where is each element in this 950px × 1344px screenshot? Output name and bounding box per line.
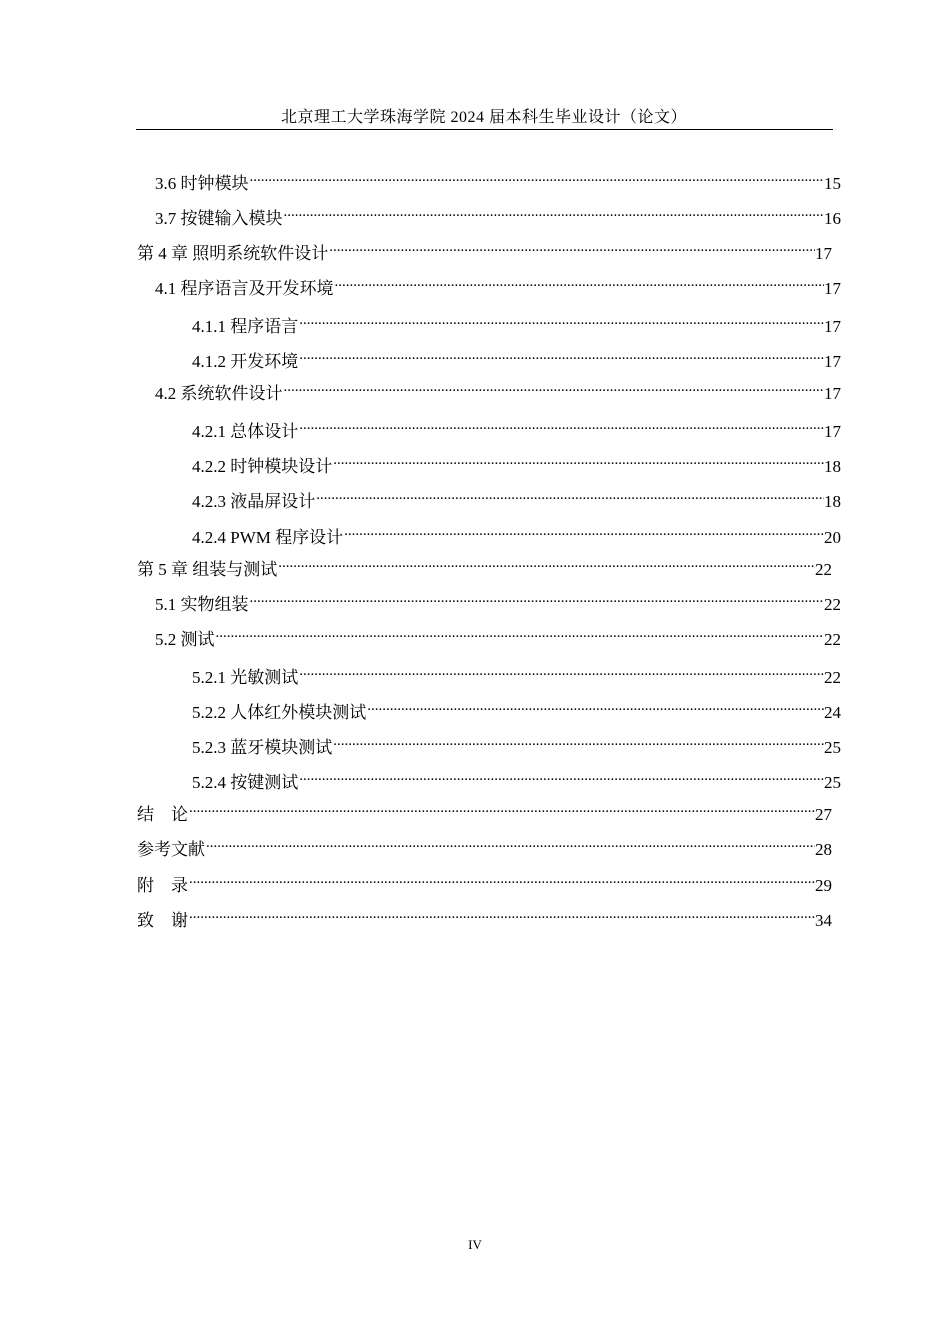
toc-entry-title: 4.1.2 开发环境 <box>192 352 299 371</box>
toc-entry-page: 34 <box>815 911 832 930</box>
toc-entry[interactable] <box>192 413 841 441</box>
toc-entry[interactable] <box>192 343 841 371</box>
toc-entry-title: 4.2.1 总体设计 <box>192 422 299 441</box>
toc-entry[interactable] <box>155 200 841 228</box>
toc-entry-title: 5.2.2 人体红外模块测试 <box>192 703 367 722</box>
toc-entry[interactable] <box>137 831 832 859</box>
toc-dot-leader <box>189 867 815 891</box>
toc-entry-title: 致 谢 <box>137 911 188 930</box>
toc-dot-leader <box>216 621 825 645</box>
toc-entry-title: 5.1 实物组装 <box>155 595 249 614</box>
toc-entry-page: 16 <box>824 209 841 228</box>
toc-entry-title: 3.6 时钟模块 <box>155 174 249 193</box>
toc-entry[interactable] <box>137 902 832 930</box>
toc-entry[interactable] <box>155 621 841 649</box>
toc-entry-page: 17 <box>824 422 841 441</box>
toc-dot-leader <box>284 200 825 224</box>
toc-dot-leader <box>284 375 825 399</box>
toc-entry-page: 18 <box>824 492 841 511</box>
toc-entry-title: 4.1.1 程序语言 <box>192 317 299 336</box>
toc-entry-title: 5.2 测试 <box>155 630 215 649</box>
toc-entry[interactable] <box>155 375 841 403</box>
toc-entry-page: 15 <box>824 174 841 193</box>
toc-entry[interactable] <box>137 796 832 824</box>
toc-entry-title: 5.2.3 蓝牙模块测试 <box>192 738 333 757</box>
toc-entry[interactable] <box>192 483 841 511</box>
toc-entry[interactable] <box>192 764 841 792</box>
toc-entry-page: 29 <box>815 876 832 895</box>
toc-entry-page: 20 <box>824 528 841 547</box>
toc-entry-title: 4.2 系统软件设计 <box>155 384 283 403</box>
toc-dot-leader <box>333 729 824 753</box>
toc-dot-leader <box>335 270 825 294</box>
toc-entry[interactable] <box>192 308 841 336</box>
toc-dot-leader <box>299 764 824 788</box>
toc-entry-page: 17 <box>824 352 841 371</box>
toc-dot-leader <box>299 413 824 437</box>
toc-entry-page: 24 <box>824 703 841 722</box>
toc-entry-title: 4.2.3 液晶屏设计 <box>192 492 316 511</box>
toc-entry-title: 结 论 <box>137 805 188 824</box>
toc-entry-title: 3.7 按键输入模块 <box>155 209 283 228</box>
toc-entry[interactable] <box>155 270 841 298</box>
toc-entry[interactable] <box>137 235 832 263</box>
toc-entry-title: 参考文献 <box>137 840 205 859</box>
toc-dot-leader <box>329 235 815 259</box>
toc-entry-page: 25 <box>824 773 841 792</box>
toc-entry-page: 18 <box>824 457 841 476</box>
toc-entry-page: 22 <box>824 595 841 614</box>
toc-entry[interactable] <box>155 165 841 193</box>
toc-dot-leader <box>189 902 815 926</box>
toc-entry-page: 25 <box>824 738 841 757</box>
toc-entry-title: 4.2.2 时钟模块设计 <box>192 457 333 476</box>
toc-entry-title: 第 5 章 组装与测试 <box>137 560 278 579</box>
toc-dot-leader <box>250 586 825 610</box>
toc-entry[interactable] <box>137 867 832 895</box>
toc-entry-title: 5.2.1 光敏测试 <box>192 668 299 687</box>
toc-entry-page: 22 <box>815 560 832 579</box>
page-number: IV <box>468 1237 482 1252</box>
toc-entry[interactable] <box>192 519 841 547</box>
toc-entry-page: 28 <box>815 840 832 859</box>
toc-entry-title: 4.2.4 PWM 程序设计 <box>192 528 344 547</box>
toc-entry-page: 17 <box>824 279 841 298</box>
toc-entry[interactable] <box>192 659 841 687</box>
toc-entry[interactable] <box>192 729 841 757</box>
toc-dot-leader <box>299 343 824 367</box>
toc-entry-page: 22 <box>824 630 841 649</box>
toc-dot-leader <box>206 831 815 855</box>
toc-entry-page: 17 <box>824 317 841 336</box>
toc-dot-leader <box>278 551 815 575</box>
toc-dot-leader <box>189 796 815 820</box>
toc-dot-leader <box>299 659 824 683</box>
toc-dot-leader <box>250 165 825 189</box>
toc-dot-leader <box>367 694 824 718</box>
toc-entry-title: 5.2.4 按键测试 <box>192 773 299 792</box>
toc-entry[interactable] <box>155 586 841 614</box>
toc-entry-page: 27 <box>815 805 832 824</box>
toc-entry-title: 第 4 章 照明系统软件设计 <box>137 244 329 263</box>
toc-dot-leader <box>344 519 824 543</box>
toc-entry-page: 17 <box>824 384 841 403</box>
toc-entry[interactable] <box>137 551 832 579</box>
toc-entry[interactable] <box>192 694 841 722</box>
toc-entry[interactable] <box>192 448 841 476</box>
toc-dot-leader <box>299 308 824 332</box>
toc-entry-title: 4.1 程序语言及开发环境 <box>155 279 334 298</box>
toc-dot-leader <box>333 448 824 472</box>
toc-entry-title: 附 录 <box>137 876 188 895</box>
toc-dot-leader <box>316 483 824 507</box>
toc-entry-page: 17 <box>815 244 832 263</box>
toc-entry-page: 22 <box>824 668 841 687</box>
running-header: 北京理工大学珠海学院 2024 届本科生毕业设计（论文） <box>280 109 687 126</box>
